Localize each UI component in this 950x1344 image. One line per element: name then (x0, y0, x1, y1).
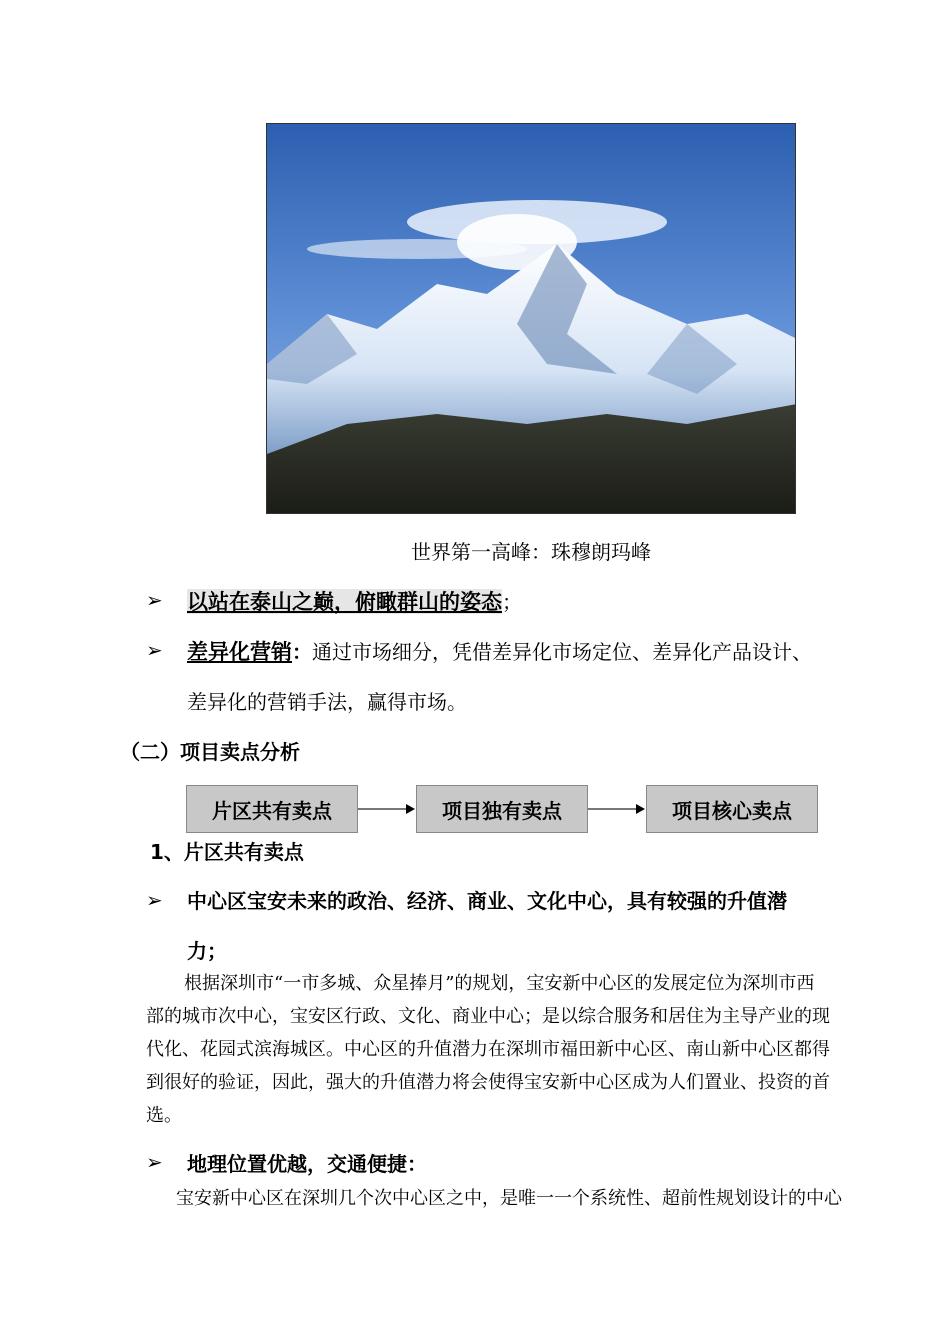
bullet-2-line-2: 差异化的营销手法，赢得市场。 (187, 690, 467, 714)
flow-box-3: 项目核心卖点 (646, 785, 818, 833)
bullet-arrow-icon: ➢ (146, 588, 163, 612)
bullet-4-title: 地理位置优越，交通便捷： (187, 1152, 427, 1176)
sub-heading-1: 1、片区共有卖点 (150, 840, 304, 864)
bullet-2-emphasis: 差异化营销 (187, 639, 292, 664)
flow-arrow-1 (358, 808, 408, 810)
paragraph-1-line-4: 到很好的验证，因此，强大的升值潜力将会使得宝安新中心区成为人们置业、投资的首 (146, 1072, 830, 1093)
flow-box-2: 项目独有卖点 (416, 785, 588, 833)
paragraph-1-line-3: 代化、花园式滨海城区。中心区的升值潜力在深圳市福田新中心区、南山新中心区都得 (146, 1039, 830, 1060)
paragraph-1-line-2: 部的城市次中心，宝安区行政、文化、商业中心；是以综合服务和居住为主导产业的现 (146, 1006, 830, 1027)
bullet-1 (187, 586, 522, 616)
paragraph-1-line-1: 根据深圳市“一市多城、众星捧月”的规划，宝安新中心区的发展定位为深圳市西 (184, 973, 815, 994)
bullet-1-tail: ； (502, 590, 522, 614)
flow-box-1: 片区共有卖点 (186, 785, 358, 833)
bullet-2-line-1: 差异化营销：通过市场细分，凭借差异化市场定位、差异化产品设计、 (187, 639, 812, 664)
bullet-arrow-icon: ➢ (146, 888, 163, 912)
paragraph-1-line-5: 选。 (146, 1105, 182, 1126)
bullet-1-emphasis: 以站在泰山之巅，俯瞰群山的姿态 (187, 589, 502, 614)
flow-arrow-2 (588, 808, 638, 810)
paragraph-2-line-1: 宝安新中心区在深圳几个次中心区之中，是唯一一个系统性、超前性规划设计的中心 (176, 1188, 842, 1209)
mountain-icon (267, 124, 796, 514)
mountain-photo (266, 123, 796, 514)
arrow-right-icon (636, 804, 645, 814)
bullet-arrow-icon: ➢ (146, 1150, 163, 1174)
photo-caption: 世界第一高峰：珠穆朗玛峰 (411, 540, 651, 564)
bullet-3-line-1: 中心区宝安未来的政治、经济、商业、文化中心，具有较强的升值潜 (187, 889, 787, 913)
arrow-right-icon (406, 804, 415, 814)
bullet-arrow-icon: ➢ (146, 638, 163, 662)
bullet-3-line-2: 力； (187, 939, 227, 963)
section-title: （二）项目卖点分析 (120, 740, 300, 764)
